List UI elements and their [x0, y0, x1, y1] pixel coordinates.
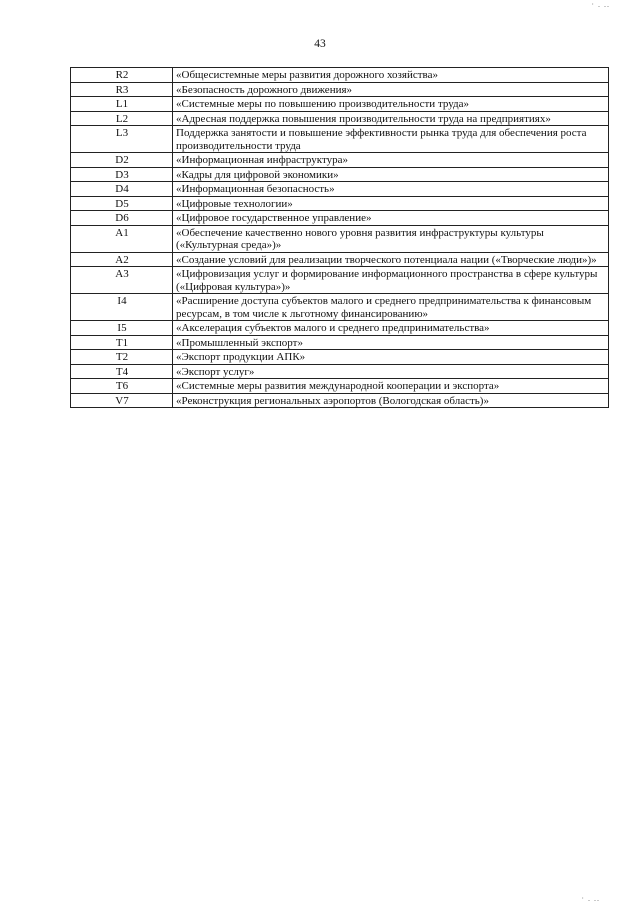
table-row	[71, 167, 609, 182]
row-code: D4	[71, 182, 173, 197]
row-description: «Цифровизация услуг и формирование информационного пространства в сфере культуры («Цифровая культура»)»	[173, 267, 609, 294]
table-row	[71, 211, 609, 226]
row-code: D6	[71, 211, 173, 226]
row-description: «Системные меры по повышению производительности труда»	[173, 97, 609, 112]
row-description: «Экспорт услуг»	[173, 364, 609, 379]
row-code: A2	[71, 252, 173, 267]
row-code: T1	[71, 335, 173, 350]
table-row	[71, 379, 609, 394]
row-description: «Безопасность дорожного движения»	[173, 82, 609, 97]
row-description: «Системные меры развития международной кооперации и экспорта»	[173, 379, 609, 394]
row-description: «Общесистемные меры развития дорожного хозяйства»	[173, 68, 609, 83]
row-code: T6	[71, 379, 173, 394]
row-description: «Акселерация субъектов малого и среднего предпринимательства»	[173, 321, 609, 336]
table-row	[71, 97, 609, 112]
row-description: «Обеспечение качественно нового уровня развития инфраструктуры культуры («Культурная среда»)»	[173, 225, 609, 252]
table-row	[71, 393, 609, 408]
scan-artifact-mark: · . ..	[581, 894, 600, 903]
row-code: D3	[71, 167, 173, 182]
page-number: 43	[314, 38, 326, 50]
row-code: I4	[71, 294, 173, 321]
row-description: «Адресная поддержка повышения производительности труда на предприятиях»	[173, 111, 609, 126]
row-code: V7	[71, 393, 173, 408]
table-row	[71, 335, 609, 350]
row-description: «Экспорт продукции АПК»	[173, 350, 609, 365]
table-row	[71, 68, 609, 83]
table-row	[71, 126, 609, 153]
table-row	[71, 153, 609, 168]
row-code: T4	[71, 364, 173, 379]
table-row	[71, 364, 609, 379]
table-row	[71, 182, 609, 197]
table-row	[71, 111, 609, 126]
table-row	[71, 252, 609, 267]
row-code: D2	[71, 153, 173, 168]
row-description: «Создание условий для реализации творческого потенциала нации («Творческие люди»)»	[173, 252, 609, 267]
row-description: «Информационная инфраструктура»	[173, 153, 609, 168]
row-description: «Кадры для цифровой экономики»	[173, 167, 609, 182]
row-description: «Промышленный экспорт»	[173, 335, 609, 350]
table-row	[71, 82, 609, 97]
row-description: «Информационная безопасность»	[173, 182, 609, 197]
row-code: L1	[71, 97, 173, 112]
row-code: L2	[71, 111, 173, 126]
table-row	[71, 294, 609, 321]
table-row	[71, 225, 609, 252]
project-codes-table	[70, 67, 609, 408]
row-description: «Реконструкция региональных аэропортов (Вологодская область)»	[173, 393, 609, 408]
table-row	[71, 321, 609, 336]
table-row	[71, 350, 609, 365]
row-description: «Цифровые технологии»	[173, 196, 609, 211]
row-code: I5	[71, 321, 173, 336]
row-description: «Цифровое государственное управление»	[173, 211, 609, 226]
row-description: Поддержка занятости и повышение эффективности рынка труда для обеспечения роста производительности труда	[173, 126, 609, 153]
row-code: R2	[71, 68, 173, 83]
table-row	[71, 267, 609, 294]
row-code: A1	[71, 225, 173, 252]
scan-artifact-mark: · . ..	[591, 0, 610, 9]
row-code: L3	[71, 126, 173, 153]
row-code: D5	[71, 196, 173, 211]
row-code: A3	[71, 267, 173, 294]
row-code: T2	[71, 350, 173, 365]
row-description: «Расширение доступа субъектов малого и среднего предпринимательства к финансовым ресурсам, в том числе к льготному финансированию»	[173, 294, 609, 321]
row-code: R3	[71, 82, 173, 97]
table-row	[71, 196, 609, 211]
